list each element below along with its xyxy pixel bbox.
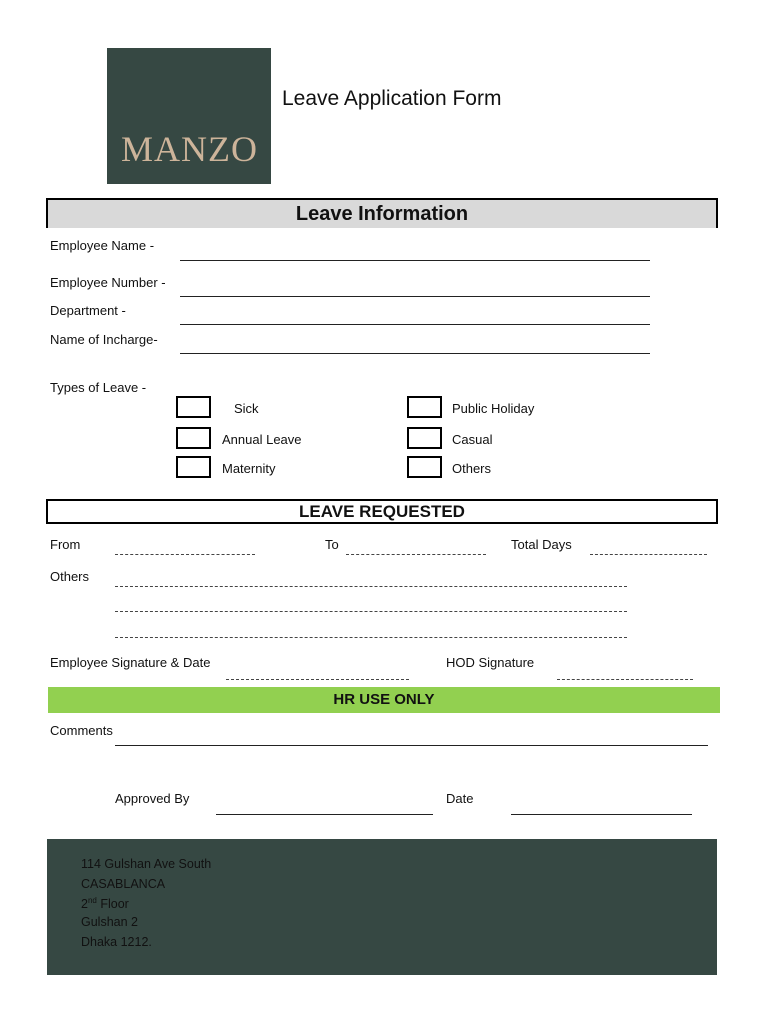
total-days-label: Total Days xyxy=(511,537,572,552)
employee-number-field[interactable] xyxy=(180,296,650,297)
employee-number-label: Employee Number - xyxy=(50,275,166,290)
hr-use-only-heading: HR USE ONLY xyxy=(48,687,720,713)
employee-signature-field[interactable] xyxy=(226,679,409,680)
annual-leave-checkbox[interactable] xyxy=(176,427,211,449)
incharge-label: Name of Incharge- xyxy=(50,332,158,347)
others-checkbox[interactable] xyxy=(407,456,442,478)
incharge-field[interactable] xyxy=(180,353,650,354)
approved-by-label: Approved By xyxy=(115,791,190,806)
hod-signature-label: HOD Signature xyxy=(446,655,535,670)
casual-checkbox[interactable] xyxy=(407,427,442,449)
approved-by-field[interactable] xyxy=(216,814,433,815)
sick-label: Sick xyxy=(234,401,259,416)
logo-text: MANZO xyxy=(121,129,258,169)
comments-label: Comments xyxy=(50,723,113,738)
address-line-1: 114 Gulshan Ave South xyxy=(81,857,212,871)
address-line-4: Gulshan 2 xyxy=(81,915,138,929)
others-field-line-1[interactable] xyxy=(115,586,627,587)
leave-information-heading: Leave Information xyxy=(46,198,718,228)
employee-name-label: Employee Name - xyxy=(50,238,155,253)
maternity-label: Maternity xyxy=(222,461,276,476)
others-field-line-2[interactable] xyxy=(115,611,627,612)
types-of-leave-label: Types of Leave - xyxy=(50,380,147,395)
to-label: To xyxy=(325,537,339,552)
to-field[interactable] xyxy=(346,554,486,555)
company-logo xyxy=(107,48,271,184)
address-line-2: CASABLANCA xyxy=(81,877,166,891)
others-field-line-3[interactable] xyxy=(115,637,627,638)
public-holiday-checkbox[interactable] xyxy=(407,396,442,418)
comments-field[interactable] xyxy=(115,745,708,746)
employee-name-field[interactable] xyxy=(180,260,650,261)
from-field[interactable] xyxy=(115,554,255,555)
others-type-label: Others xyxy=(452,461,492,476)
annual-leave-label: Annual Leave xyxy=(222,432,302,447)
total-days-field[interactable] xyxy=(590,554,707,555)
from-label: From xyxy=(50,537,81,552)
date-label: Date xyxy=(446,791,474,806)
maternity-checkbox[interactable] xyxy=(176,456,211,478)
footer-address-block xyxy=(47,839,717,975)
hod-signature-field[interactable] xyxy=(557,679,693,680)
department-label: Department - xyxy=(50,303,126,318)
sick-checkbox[interactable] xyxy=(176,396,211,418)
form-title: Leave Application Form xyxy=(282,87,502,110)
employee-signature-label: Employee Signature & Date xyxy=(50,655,211,670)
casual-label: Casual xyxy=(452,432,493,447)
date-field[interactable] xyxy=(511,814,692,815)
others-label: Others xyxy=(50,569,90,584)
leave-requested-heading: LEAVE REQUESTED xyxy=(46,499,718,524)
address-line-3: 2nd Floor xyxy=(81,896,129,912)
department-field[interactable] xyxy=(180,324,650,325)
address-line-5: Dhaka 1212. xyxy=(81,935,152,949)
public-holiday-label: Public Holiday xyxy=(452,401,535,416)
